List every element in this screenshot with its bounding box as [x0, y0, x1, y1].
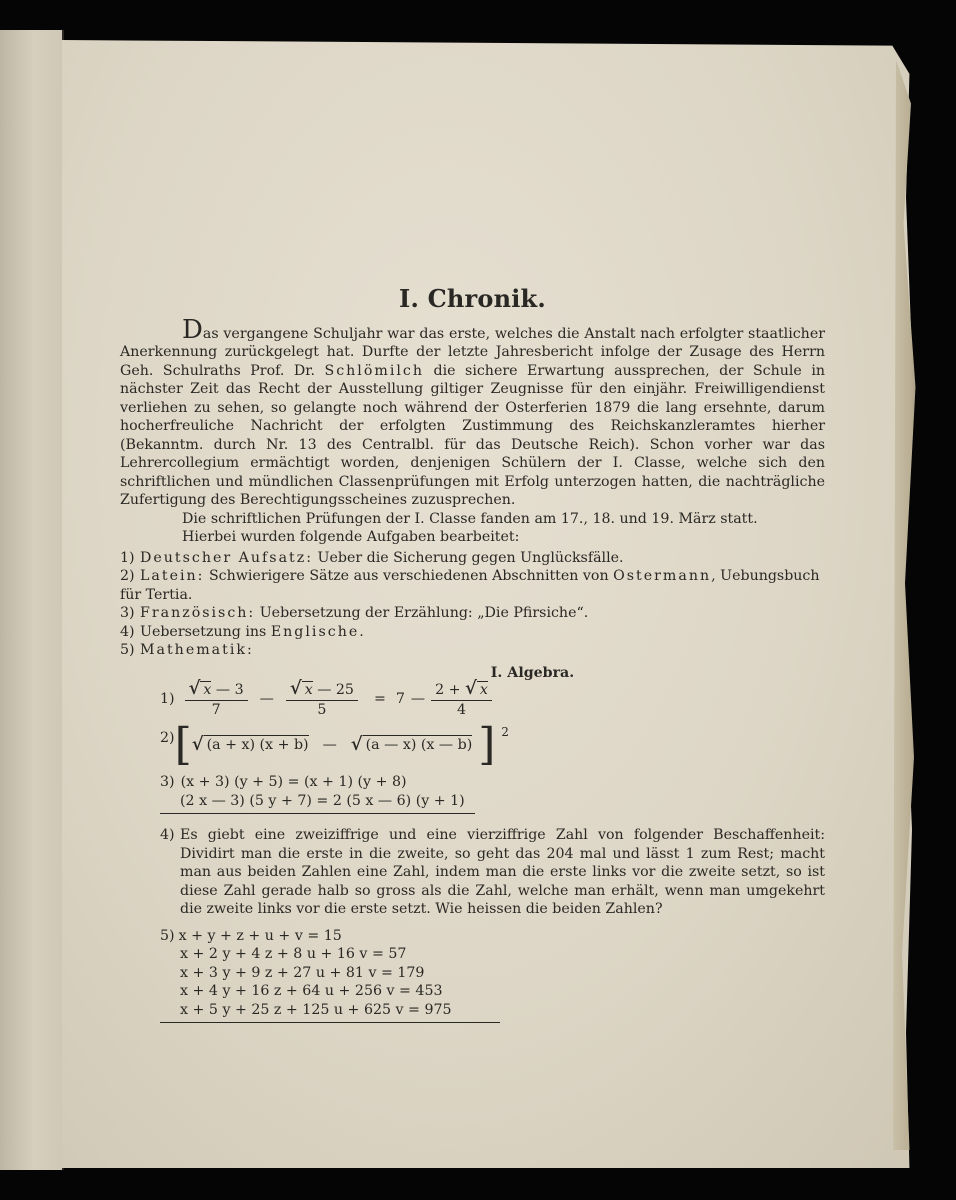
radicand-1: (a + x) (x + b) [204, 735, 309, 755]
right-bracket: ] [478, 719, 496, 770]
radicand-2: (a — x) (x — b) [363, 735, 473, 755]
fraction: $\frac{√ x — 25}{5}$ [286, 680, 358, 719]
radical-sign: √ [188, 678, 201, 699]
task-item [120, 549, 825, 568]
task-text: Ueber die Sicherung gegen Unglücksfälle. [313, 549, 624, 566]
tasks-line: Hierbei wurden folgende Aufgaben bearbeitet: [182, 529, 520, 545]
task-number: 3) [120, 605, 135, 621]
task-item [120, 641, 825, 660]
task-text: Uebersetzung ins [140, 623, 271, 640]
task-name: Ostermann [613, 568, 712, 584]
intro-paragraph [120, 314, 826, 510]
problem-number: 2) [160, 730, 175, 746]
task-item [120, 567, 825, 586]
exam-line: Die schriftlichen Prüfungen der I. Classe fanden am 17., 18. und 19. März statt. [182, 510, 758, 527]
task-subject: Latein: [140, 568, 205, 584]
problem-number: 4) [160, 827, 175, 843]
left-bracket: [ [174, 719, 192, 770]
problem-number: 3) [160, 774, 175, 790]
problem-number: 1) [160, 691, 175, 708]
equation-line: x + y + z + u + v = 15 [178, 927, 342, 944]
equation-line: (2 x — 3) (5 y + 7) = 2 (5 x — 6) (y + 1) [180, 792, 465, 809]
page-title: I. Chronik. [399, 284, 546, 313]
problem-text: Es giebt eine zweiziffrige und eine vierziffrige Zahl von folgender Beschaffenheit: Dividirt man die erste in die zweite, so geht das 204 mal und lässt 1 zum Rest; macht man aus beiden Zahlen eine Zahl, indem man die erste links vor die zweite setzt, so ist diese Zahl gerade halb so gross als die Zahl, welche man erhält, wenn man umgekehrt die zweite links vor die erste setzt. Wie heissen die beiden Zahlen? [180, 827, 825, 917]
page-content [120, 284, 826, 1023]
task-item [120, 604, 825, 623]
problem-3 [160, 773, 825, 814]
exponent: 2 [501, 725, 509, 739]
task-number: 5) [120, 642, 135, 658]
task-text: Schwierigere Sätze aus verschiedenen Abschnitten von [204, 568, 614, 584]
fraction: $\frac{√ x — 3}{7}$ [185, 680, 248, 719]
equation-line: x + 3 y + 9 z + 27 u + 81 v = 179 [180, 964, 425, 981]
problem-1: 1) $\frac{√ x — 3}{7}$ — $\frac{√ x — 25}{5}$ = 7 — $\frac{2 + √ x}{4}$ [160, 680, 825, 719]
task-text-2: , Uebungsbuch [711, 568, 820, 584]
equation-line: x + 4 y + 16 z + 64 u + 256 v = 453 [180, 983, 443, 999]
equation-line: x + 5 y + 25 z + 125 u + 625 v = 975 [180, 1001, 452, 1018]
drop-cap: D [182, 314, 203, 345]
left-page-strip [0, 30, 64, 1170]
radical-sign: √ [289, 678, 302, 699]
task-number: 2) [120, 568, 135, 584]
page-edge [893, 60, 923, 1150]
task-item [120, 623, 825, 642]
radical-sign: √ [191, 733, 204, 755]
algebra-heading: I. Algebra. [490, 664, 575, 681]
intro-text-2: die sichere Erwartung aussprechen, der Schule in nächster Zeit das Recht der Ausstellung giltiger Zeugnisse für den einjähr. Freiwilligendienst verliehen zu sehen, so gelangte noch während der Osterferien 1879 die lang ersehnte, darum hocherfreuliche Nachricht der erfolgten Zustimmung des Reichskanzleramtes hierher (Bekanntm. durch Nr. 13 des Centralbl. für das Deutsche Reich). Schon vorher war das Lehrercollegium ermächtigt worden, denjenigen Schülern der I. Classe, welche sich den schriftlichen und mündlichen Classenprüfungen mit Erfolg unterzogen hatten, die nachträgliche Zufertigung des Berechtigungsscheines zuzusprechen. [120, 362, 826, 508]
task-number: 4) [120, 623, 135, 640]
task-subject: Englische [270, 623, 360, 640]
problem-number: 5) [160, 927, 175, 944]
task-text: Uebersetzung der Erzählung: „Die Pfirsiche“. [255, 605, 589, 621]
task-continuation: für Tertia. [120, 586, 193, 603]
task-number: 1) [120, 549, 135, 566]
radical-sign: √ [350, 733, 363, 755]
intro-text-1: as vergangene Schuljahr war das erste, welches die Anstalt nach erfolgter staatlicher Anerkennung zurückgelegt hat. Durfte der letzte Jahresbericht infolge der Zusage des Herrn Geh. Schulraths Prof. Dr. [120, 325, 825, 379]
problem-2: 2) [ √ (a + x) (x + b) — √ (a — x) (x — b) ] $^2$ [160, 719, 509, 770]
intro-name: Schlömilch [324, 362, 424, 379]
task-subject: Französisch: [140, 605, 256, 621]
radical-sign: √ [465, 678, 477, 699]
task-subject: Mathematik: [140, 642, 254, 658]
problem-5 [160, 927, 825, 1024]
equation-line: (x + 3) (y + 5) = (x + 1) (y + 8) [180, 774, 407, 790]
task-text-2: . [359, 623, 364, 640]
task-subject: Deutscher Aufsatz: [140, 549, 313, 566]
equation-line: x + 2 y + 4 z + 8 u + 16 v = 57 [180, 946, 407, 962]
problem-4 [160, 826, 825, 919]
task-list [120, 549, 825, 660]
fraction: $\frac{2 + √ x}{4}$ [431, 680, 492, 719]
